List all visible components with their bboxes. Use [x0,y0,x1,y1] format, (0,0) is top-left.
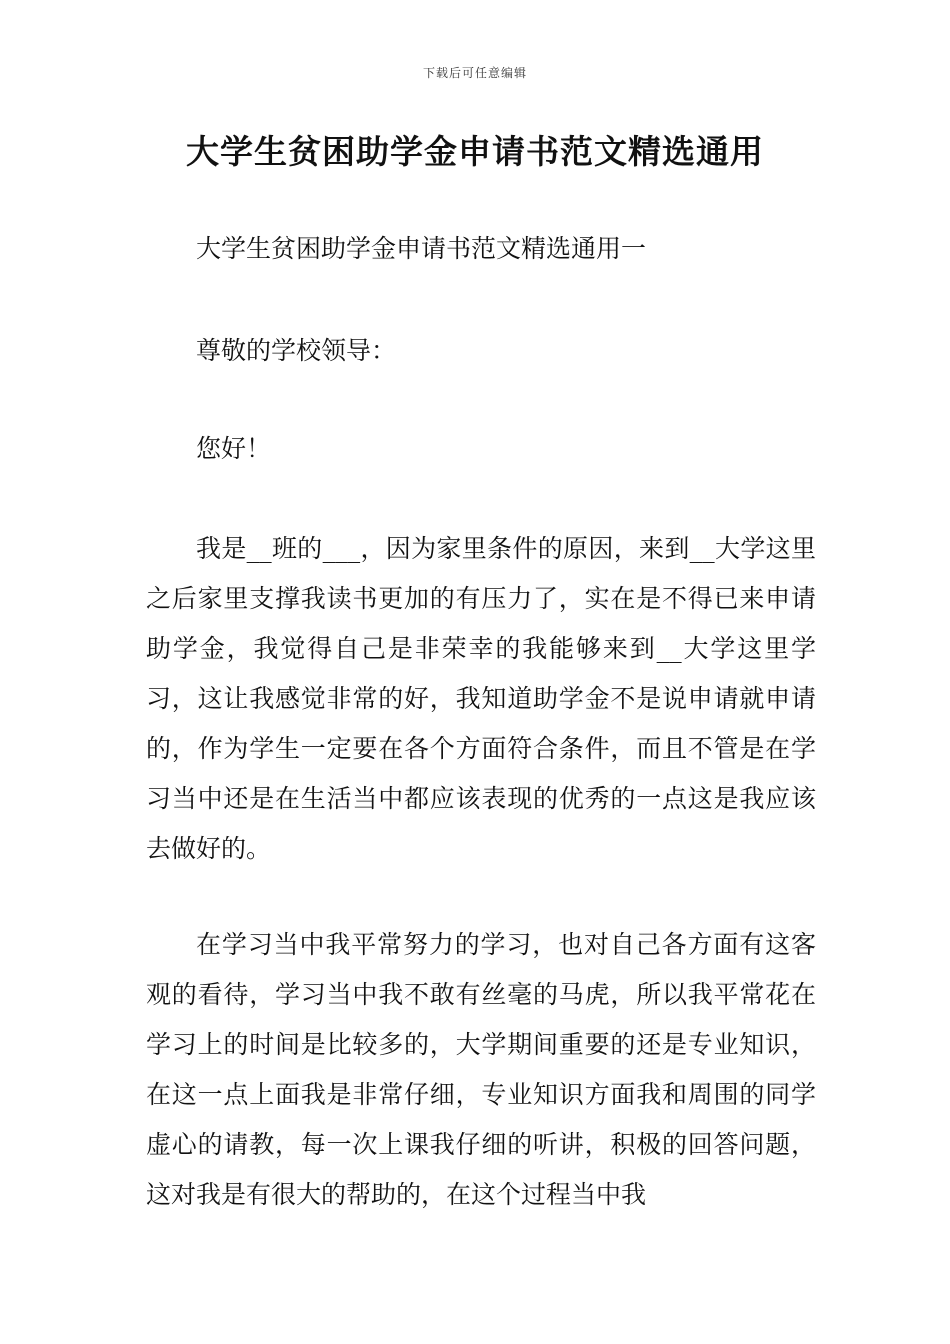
body-paragraph-1: 我是__班的___，因为家里条件的原因，来到__大学这里之后家里支撑我读书更加的有压力了，实在是不得已来申请助学金，我觉得自己是非荣幸的我能够来到__大学这里学习，这让我感觉非常的好，我知道助学金不是说申请就申请的，作为学生一定要在各个方面符合条件，而且不管是在学习当中还是在生活当中都应该表现的优秀的一点这是我应该去做好的。 [146,534,816,863]
salutation: 尊敬的学校领导： [196,336,397,365]
body-paragraph-2: 在学习当中我平常努力的学习，也对自己各方面有这客观的看待，学习当中我不敢有丝毫的马虎，所以我平常花在学习上的时间是比较多的，大学期间重要的还是专业知识，在这一点上面我是非常仔细，专业知识方面我和周围的同学虚心的请教，每一次上课我仔细的听讲，积极的回答问题，这对我是有很大的帮助的，在这个过程当中我 [146,930,816,1209]
header-note: 下载后可任意编辑 [422,66,527,80]
greeting: 您好！ [196,434,272,463]
document-title: 大学生贫困助学金申请书范文精选通用 [186,132,764,171]
section-subtitle: 大学生贫困助学金申请书范文精选通用一 [196,234,647,263]
